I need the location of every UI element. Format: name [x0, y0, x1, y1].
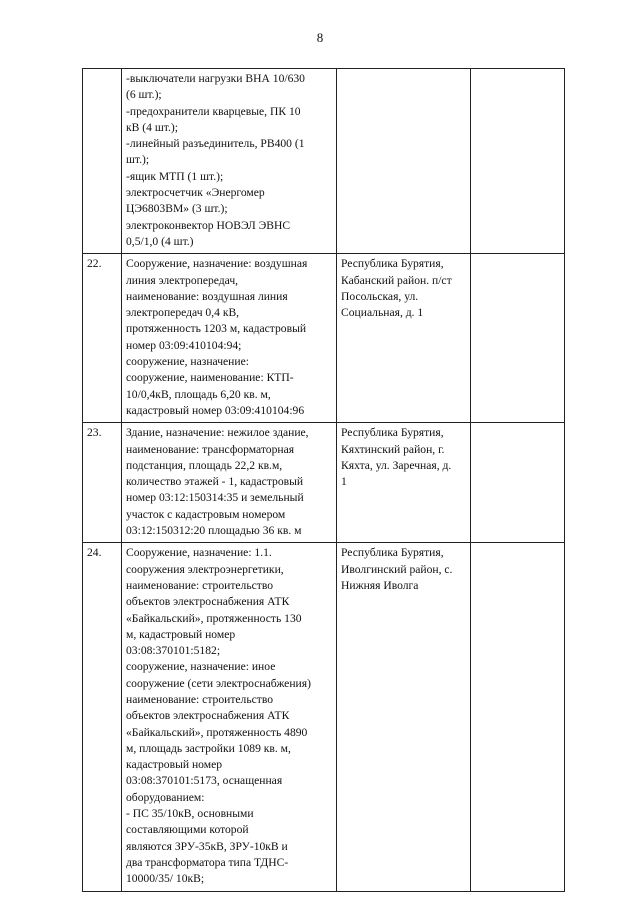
text-line: объектов электроснабжения АТК — [126, 709, 290, 723]
text-line: - ПС 35/10кВ, основными — [126, 807, 254, 821]
row-number: 23. — [83, 423, 122, 543]
text-line: -линейный разъединитель, РВ400 (1 — [126, 137, 305, 151]
text-line: -предохранители кварцевые, ПК 10 — [126, 104, 301, 118]
text-line: Кабанский район. п/ст — [341, 273, 452, 287]
property-table — [82, 68, 565, 892]
row-extra-cell — [471, 254, 565, 423]
text-line: наименование: строительство — [126, 692, 274, 706]
text-line: Здание, назначение: нежилое здание, — [126, 426, 309, 440]
table-row — [83, 423, 565, 543]
row-extra-cell — [471, 69, 565, 254]
property-table-body — [83, 69, 565, 892]
text-line: кадастровый номер 03:09:410104:96 — [126, 403, 305, 417]
text-line: количество этажей - 1, кадастровый — [126, 475, 304, 489]
row-number: 22. — [83, 254, 122, 423]
text-line: сооружение (сети электроснабжения) — [126, 676, 311, 690]
row-extra-cell — [471, 543, 565, 891]
text-line: кадастровый номер — [126, 758, 223, 772]
text-line: Республика Бурятия, — [341, 257, 444, 271]
text-line: Нижняя Иволга — [341, 578, 419, 592]
table-row — [83, 543, 565, 891]
text-line: номер 03:09:410104:94; — [126, 338, 242, 352]
text-line: наименование: строительство — [126, 578, 274, 592]
text-line: м, кадастровый номер — [126, 627, 236, 641]
table-row — [83, 69, 565, 254]
text-line: Кяхтинский район, г. — [341, 442, 445, 456]
row-address — [337, 254, 471, 423]
text-line: составляющими которой — [126, 823, 249, 837]
text-line: электропередач 0,4 кВ, — [126, 306, 240, 320]
text-line: протяженность 1203 м, кадастровый — [126, 322, 307, 336]
text-line: сооружение, назначение: — [126, 355, 249, 369]
row-extra-cell — [471, 423, 565, 543]
row-address — [337, 69, 471, 254]
text-line: м, площадь застройки 1089 кв. м, — [126, 741, 291, 755]
row-number: 24. — [83, 543, 122, 891]
text-line: сооружение, наименование: КТП- — [126, 371, 294, 385]
text-line: являются ЗРУ-35кВ, ЗРУ-10кВ и — [126, 839, 288, 853]
text-line: Посольская, ул. — [341, 289, 419, 303]
text-line: 03:08:370101:5182; — [126, 644, 221, 658]
text-line: кВ (4 шт.); — [126, 120, 178, 134]
text-line: Республика Бурятия, — [341, 546, 444, 560]
text-line: ЦЭ6803ВМ» (3 шт.); — [126, 202, 228, 216]
text-line: Сооружение, назначение: 1.1. — [126, 546, 272, 560]
text-line: линия электропередач, — [126, 273, 239, 287]
text-line: -ящик МТП (1 шт.); — [126, 169, 224, 183]
text-line: 03:08:370101:5173, оснащенная — [126, 774, 283, 788]
row-address — [337, 543, 471, 891]
text-line: 03:12:150312:20 площадью 36 кв. м — [126, 524, 302, 538]
text-line: 0,5/1,0 (4 шт.) — [126, 234, 194, 248]
text-line: два трансформатора типа ТДНС- — [126, 855, 289, 869]
text-line: 10/0,4кВ, площадь 6,20 кв. м, — [126, 387, 271, 401]
text-line: -выключатели нагрузки ВНА 10/630 — [126, 72, 305, 85]
row-number — [83, 69, 122, 254]
row-description — [122, 423, 337, 543]
text-line: «Байкальский», протяженность 4890 — [126, 725, 308, 739]
row-address — [337, 423, 471, 543]
text-line: электросчетчик «Энергомер — [126, 186, 265, 200]
text-line: участок с кадастровым номером — [126, 507, 286, 521]
text-line: оборудованием: — [126, 790, 205, 804]
text-line: Социальная, д. 1 — [341, 306, 424, 320]
row-description — [122, 254, 337, 423]
text-line: Иволгинский район, с. — [341, 562, 453, 576]
text-line: сооружения электроэнергетики, — [126, 562, 284, 576]
text-line: «Байкальский», протяженность 130 — [126, 611, 302, 625]
table-row — [83, 254, 565, 423]
text-line: Кяхта, ул. Заречная, д. — [341, 458, 452, 472]
row-description — [122, 69, 337, 254]
text-line: наименование: трансформаторная — [126, 442, 295, 456]
text-line: Сооружение, назначение: воздушная — [126, 257, 308, 271]
text-line: Республика Бурятия, — [341, 426, 444, 440]
row-description — [122, 543, 337, 891]
text-line: объектов электроснабжения АТК — [126, 595, 290, 609]
text-line: сооружение, назначение: иное — [126, 660, 276, 674]
text-line: наименование: воздушная линия — [126, 289, 288, 303]
text-line: подстанция, площадь 22,2 кв.м, — [126, 458, 283, 472]
text-line: электроконвектор НОВЭЛ ЭВНС — [126, 218, 291, 232]
text-line: номер 03:12:150314:35 и земельный — [126, 491, 304, 505]
page-number: 8 — [316, 30, 324, 45]
text-line: 10000/35/ 10кВ; — [126, 872, 205, 886]
text-line: (6 шт.); — [126, 88, 162, 102]
text-line: шт.); — [126, 153, 150, 167]
text-line: 1 — [341, 475, 347, 489]
